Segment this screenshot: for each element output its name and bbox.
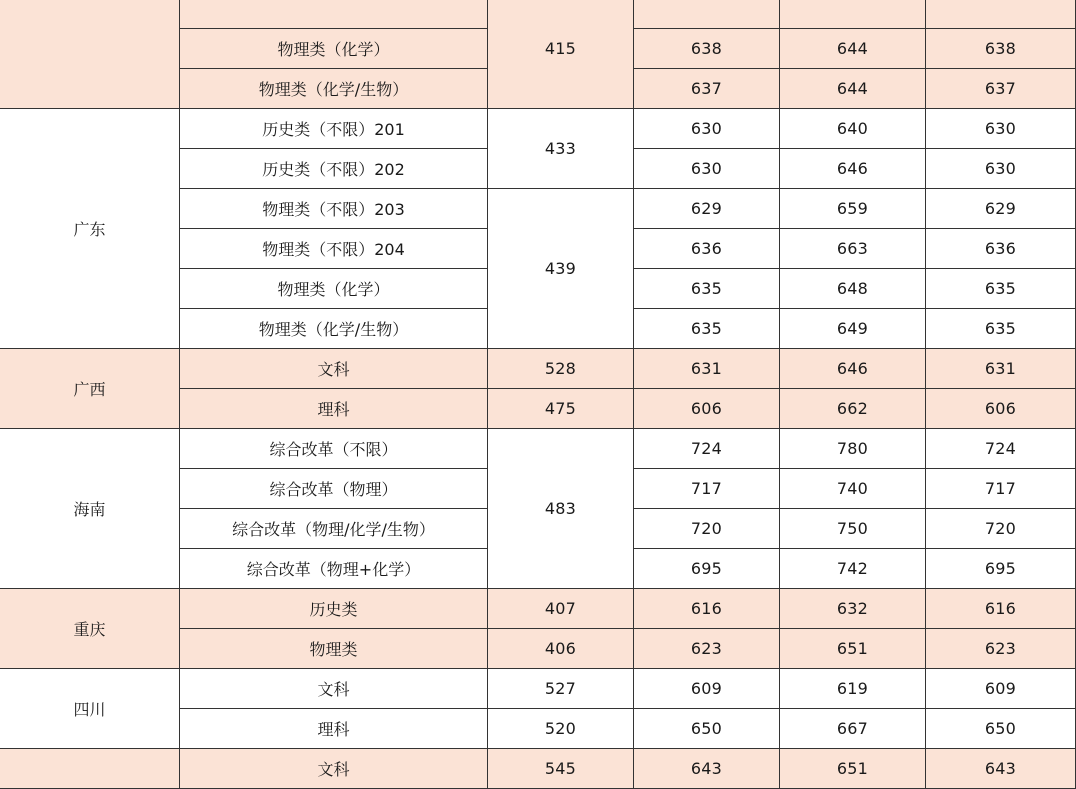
category-cell: 文科 xyxy=(180,669,488,709)
max-score-cell: 740 xyxy=(780,469,926,509)
category-cell: 综合改革（不限） xyxy=(180,429,488,469)
max-score-cell: 632 xyxy=(780,589,926,629)
max-score-cell: 651 xyxy=(780,749,926,789)
min-score-cell: 720 xyxy=(634,509,780,549)
max-score-cell: 619 xyxy=(780,669,926,709)
min-score-cell: 616 xyxy=(634,589,780,629)
category-cell: 物理类（不限）203 xyxy=(180,189,488,229)
avg-score-cell: 623 xyxy=(926,629,1076,669)
control-line-cell: 433 xyxy=(488,109,634,189)
min-score-cell: 630 xyxy=(634,149,780,189)
category-cell: 物理类（化学） xyxy=(180,29,488,69)
table-row xyxy=(0,429,1076,469)
table-row xyxy=(0,109,1076,149)
category-cell: 物理类（化学/生物） xyxy=(180,309,488,349)
table-row xyxy=(0,349,1076,389)
category-cell: 综合改革（物理） xyxy=(180,469,488,509)
control-line-cell: 406 xyxy=(488,629,634,669)
max-score-cell: 651 xyxy=(780,629,926,669)
max-score-cell: 663 xyxy=(780,229,926,269)
min-score-cell: 629 xyxy=(634,189,780,229)
max-score-cell: 649 xyxy=(780,309,926,349)
min-score-cell: 637 xyxy=(634,69,780,109)
avg-score-cell: 637 xyxy=(926,69,1076,109)
max-score-cell: 662 xyxy=(780,389,926,429)
max-score-cell xyxy=(780,0,926,29)
max-score-cell: 646 xyxy=(780,149,926,189)
min-score-cell: 635 xyxy=(634,309,780,349)
min-score-cell: 635 xyxy=(634,269,780,309)
avg-score-cell: 724 xyxy=(926,429,1076,469)
control-line-cell: 520 xyxy=(488,709,634,749)
avg-score-cell: 630 xyxy=(926,109,1076,149)
avg-score-cell: 616 xyxy=(926,589,1076,629)
min-score-cell: 609 xyxy=(634,669,780,709)
min-score-cell: 695 xyxy=(634,549,780,589)
category-cell: 综合改革（物理/化学/生物） xyxy=(180,509,488,549)
max-score-cell: 750 xyxy=(780,509,926,549)
table-row xyxy=(0,669,1076,709)
category-cell: 综合改革（物理+化学） xyxy=(180,549,488,589)
avg-score-cell: 720 xyxy=(926,509,1076,549)
min-score-cell: 623 xyxy=(634,629,780,669)
category-cell: 历史类（不限）202 xyxy=(180,149,488,189)
min-score-cell: 643 xyxy=(634,749,780,789)
control-line-cell: 415 xyxy=(488,0,634,109)
avg-score-cell: 635 xyxy=(926,269,1076,309)
max-score-cell: 646 xyxy=(780,349,926,389)
max-score-cell: 644 xyxy=(780,29,926,69)
category-cell: 理科 xyxy=(180,709,488,749)
max-score-cell: 640 xyxy=(780,109,926,149)
max-score-cell: 659 xyxy=(780,189,926,229)
avg-score-cell: 695 xyxy=(926,549,1076,589)
province-cell: 广东 xyxy=(0,109,180,349)
avg-score-cell: 717 xyxy=(926,469,1076,509)
avg-score-cell: 636 xyxy=(926,229,1076,269)
province-cell xyxy=(0,0,180,109)
category-cell: 物理类（化学/生物） xyxy=(180,69,488,109)
avg-score-cell: 606 xyxy=(926,389,1076,429)
avg-score-cell: 609 xyxy=(926,669,1076,709)
category-cell: 理科 xyxy=(180,389,488,429)
max-score-cell: 648 xyxy=(780,269,926,309)
max-score-cell: 780 xyxy=(780,429,926,469)
province-cell: 广西 xyxy=(0,349,180,429)
avg-score-cell: 643 xyxy=(926,749,1076,789)
avg-score-cell: 630 xyxy=(926,149,1076,189)
min-score-cell: 606 xyxy=(634,389,780,429)
province-cell: 四川 xyxy=(0,669,180,749)
max-score-cell: 667 xyxy=(780,709,926,749)
category-cell: 物理类 xyxy=(180,629,488,669)
control-line-cell: 528 xyxy=(488,349,634,389)
min-score-cell xyxy=(634,0,780,29)
max-score-cell: 742 xyxy=(780,549,926,589)
avg-score-cell: 650 xyxy=(926,709,1076,749)
control-line-cell: 475 xyxy=(488,389,634,429)
min-score-cell: 636 xyxy=(634,229,780,269)
table-row xyxy=(0,589,1076,629)
control-line-cell: 527 xyxy=(488,669,634,709)
table-row xyxy=(0,0,1076,29)
table-row xyxy=(0,749,1076,789)
min-score-cell: 724 xyxy=(634,429,780,469)
control-line-cell: 483 xyxy=(488,429,634,589)
category-cell: 历史类（不限）201 xyxy=(180,109,488,149)
category-cell: 文科 xyxy=(180,749,488,789)
category-cell: 物理类（化学） xyxy=(180,269,488,309)
min-score-cell: 630 xyxy=(634,109,780,149)
min-score-cell: 631 xyxy=(634,349,780,389)
category-cell xyxy=(180,0,488,29)
min-score-cell: 638 xyxy=(634,29,780,69)
province-cell xyxy=(0,749,180,789)
control-line-cell: 407 xyxy=(488,589,634,629)
province-cell: 海南 xyxy=(0,429,180,589)
category-cell: 文科 xyxy=(180,349,488,389)
avg-score-cell: 631 xyxy=(926,349,1076,389)
control-line-cell: 545 xyxy=(488,749,634,789)
avg-score-cell: 629 xyxy=(926,189,1076,229)
category-cell: 历史类 xyxy=(180,589,488,629)
avg-score-cell: 635 xyxy=(926,309,1076,349)
province-cell: 重庆 xyxy=(0,589,180,669)
min-score-cell: 650 xyxy=(634,709,780,749)
category-cell: 物理类（不限）204 xyxy=(180,229,488,269)
avg-score-cell: 638 xyxy=(926,29,1076,69)
avg-score-cell xyxy=(926,0,1076,29)
max-score-cell: 644 xyxy=(780,69,926,109)
control-line-cell: 439 xyxy=(488,189,634,349)
min-score-cell: 717 xyxy=(634,469,780,509)
